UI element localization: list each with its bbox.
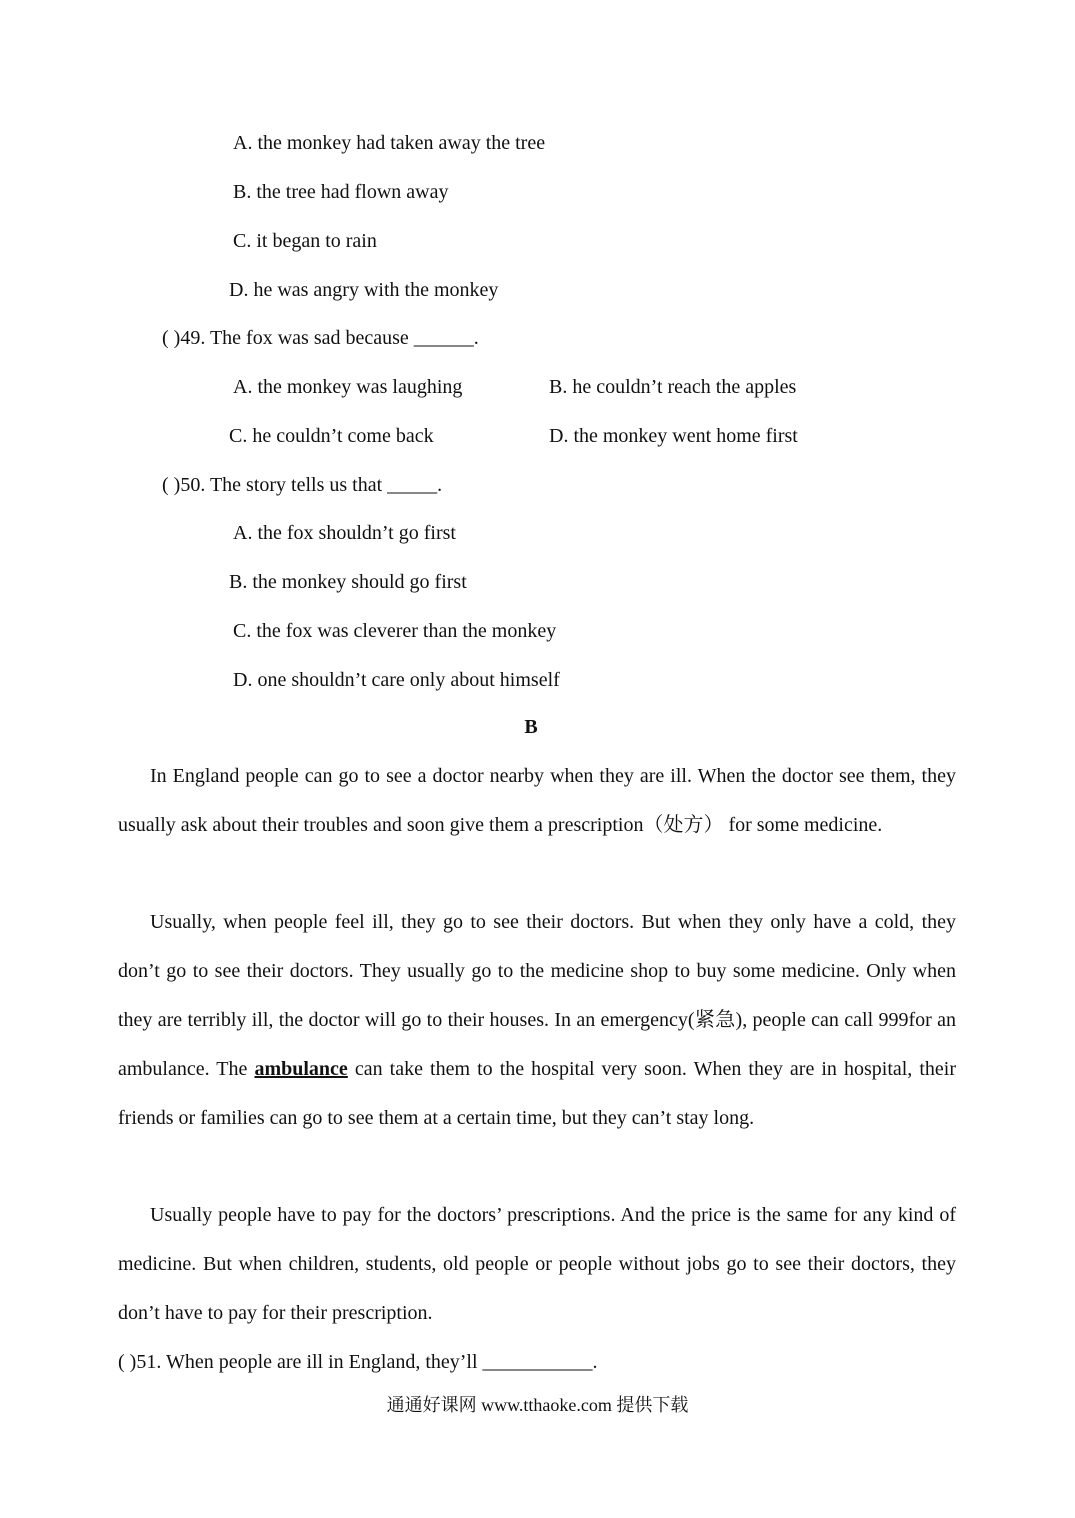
q49-stem: ( )49. The fox was sad because ______. — [162, 327, 479, 349]
q48-option-d: D. he was angry with the monkey — [229, 279, 499, 301]
q48-option-a: A. the monkey had taken away the tree — [233, 132, 546, 154]
q50-option-b: B. the monkey should go first — [229, 571, 467, 593]
section-heading: B — [524, 716, 538, 738]
underlined-word: ambulance — [254, 1058, 348, 1080]
passage-paragraph-2 — [118, 898, 956, 1143]
passage-p1-text: In England people can go to see a doctor nearby when they are ill. When the doctor see them, they usually ask about their troubles and soon give them a prescription（处方） for some medicine. — [118, 765, 956, 836]
q50-option-c: C. the fox was cleverer than the monkey — [233, 620, 557, 642]
q49-option-c: C. he couldn’t come back — [229, 425, 434, 447]
passage-paragraph-3 — [118, 1191, 956, 1338]
q49-option-b: B. he couldn’t reach the apples — [549, 376, 797, 398]
q50-option-d: D. one shouldn’t care only about himself — [233, 669, 560, 691]
passage-p2-text-before: Usually, when people feel ill, they go to see their doctors. But when they only have a cold, they don’t go to see their doctors. They usually go to the medicine shop to buy some medicine. Only when they are terribly ill, the doctor will go to their houses. In an emergency(紧急), people can call 999for an ambulance. The — [118, 911, 956, 1080]
q49-option-a: A. the monkey was laughing — [233, 376, 463, 398]
passage-paragraph-1 — [118, 752, 956, 850]
q51-stem: ( )51. When people are ill in England, they’ll ___________. — [118, 1351, 598, 1373]
q49-option-d: D. the monkey went home first — [549, 425, 798, 447]
q50-option-a: A. the fox shouldn’t go first — [233, 522, 456, 544]
q48-option-b: B. the tree had flown away — [233, 181, 449, 203]
q48-option-c: C. it began to rain — [233, 230, 377, 252]
q50-stem: ( )50. The story tells us that _____. — [162, 474, 443, 496]
passage-p2-text-after: can take them to the hospital very soon. When they are in hospital, their friends or families can go to see them at a certain time, but they can’t stay long. — [118, 1058, 957, 1129]
passage-p3-text: Usually people have to pay for the doctors’ prescriptions. And the price is the same for any kind of medicine. But when children, students, old people or people without jobs go to see their doctors, they don’t have to pay for their prescription. — [118, 1204, 956, 1324]
page-footer: 通通好课网 www.tthaoke.com 提供下载 — [386, 1395, 689, 1415]
